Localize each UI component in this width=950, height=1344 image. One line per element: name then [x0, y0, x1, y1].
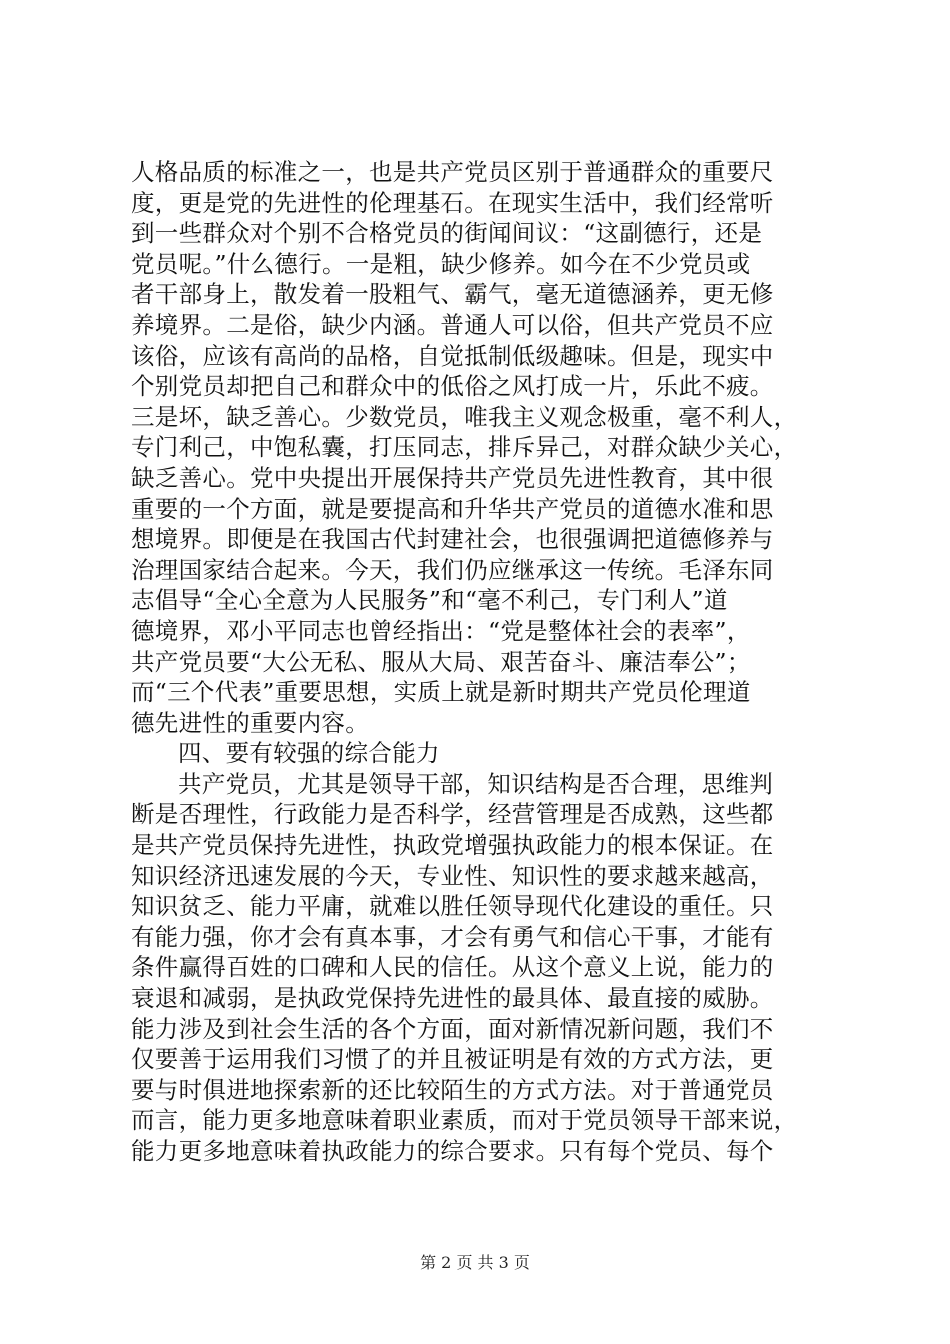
- text-line: 该俗，应该有高尚的品格，自觉抵制低级趣味。但是，现实中: [131, 341, 774, 370]
- text-line: 是共产党员保持先进性，执政党增强执政能力的根本保证。在: [131, 831, 774, 860]
- text-line: 要与时俱进地探索新的还比较陌生的方式方法。对于普通党员: [131, 1075, 774, 1104]
- text-line: 四、要有较强的综合能力: [178, 739, 440, 768]
- text-line: 知识经济迅速发展的今天，专业性、知识性的要求越来越高，: [131, 861, 774, 890]
- text-line: 共产党员要“大公无私、服从大局、艰苦奋斗、廉洁奉公”；: [131, 647, 751, 676]
- text-line: 到一些群众对个别不合格党员的街闻间议：“这副德行，还是: [131, 219, 763, 248]
- text-line: 治理国家结合起来。今天，我们仍应继承这一传统。毛泽东同: [131, 555, 774, 584]
- text-line: 衰退和减弱，是执政党保持先进性的最具体、最直接的威胁。: [131, 984, 774, 1013]
- text-line: 德境界，邓小平同志也曾经指出：“党是整体社会的表率”，: [131, 616, 751, 645]
- text-line: 养境界。二是俗，缺少内涵。普通人可以俗，但共产党员不应: [131, 310, 774, 339]
- text-line: 德先进性的重要内容。: [131, 708, 369, 737]
- page-number-label: 第 2 页 共 3 页: [420, 1253, 530, 1272]
- text-line: 志倡导“全心全意为人民服务”和“毫不利己，专门利人”道: [131, 586, 728, 615]
- document-body: [131, 157, 831, 1167]
- text-line: 能力涉及到社会生活的各个方面，面对新情况新问题，我们不: [131, 1014, 774, 1043]
- text-line: 人格品质的标准之一，也是共产党员区别于普通群众的重要尺: [131, 158, 774, 186]
- page-footer: [0, 1250, 950, 1273]
- text-line: 者干部身上，散发着一股粗气、霸气，毫无道德涵养，更无修: [131, 280, 774, 309]
- text-line: 条件赢得百姓的口碑和人民的信任。从这个意义上说，能力的: [131, 953, 774, 982]
- text-line: 党员呢。”什么德行。一是粗，缺少修养。如今在不少党员或: [131, 249, 751, 278]
- text-line: 三是坏，缺乏善心。少数党员，唯我主义观念极重，毫不利人，: [131, 402, 798, 431]
- text-line: 想境界。即便是在我国古代封建社会，也很强调把道德修养与: [131, 525, 774, 554]
- text-line: 有能力强，你才会有真本事，才会有勇气和信心干事，才能有: [131, 922, 774, 951]
- text-line: 个别党员却把自己和群众中的低俗之风打成一片，乐此不疲。: [131, 372, 774, 401]
- text-line: 缺乏善心。党中央提出开展保持共产党员先进性教育，其中很: [131, 463, 774, 492]
- text-line: 仅要善于运用我们习惯了的并且被证明是有效的方式方法，更: [131, 1045, 774, 1074]
- text-line: 共产党员，尤其是领导干部，知识结构是否合理，思维判: [178, 769, 773, 798]
- text-line: 重要的一个方面，就是要提高和升华共产党员的道德水准和思: [131, 494, 774, 523]
- text-line: 专门利己，中饱私囊，打压同志，排斥异己，对群众缺少关心，: [131, 433, 798, 462]
- text-line: 度，更是党的先进性的伦理基石。在现实生活中，我们经常听: [131, 188, 774, 217]
- text-line: 而“三个代表”重要思想，实质上就是新时期共产党员伦理道: [131, 678, 751, 707]
- text-line: 而言，能力更多地意味着职业素质，而对于党员领导干部来说，: [131, 1106, 798, 1135]
- text-line: 能力更多地意味着执政能力的综合要求。只有每个党员、每个: [131, 1137, 774, 1165]
- text-line: 断是否理性，行政能力是否科学，经营管理是否成熟，这些都: [131, 800, 774, 829]
- text-line: 知识贫乏、能力平庸，就难以胜任领导现代化建设的重任。只: [131, 892, 774, 921]
